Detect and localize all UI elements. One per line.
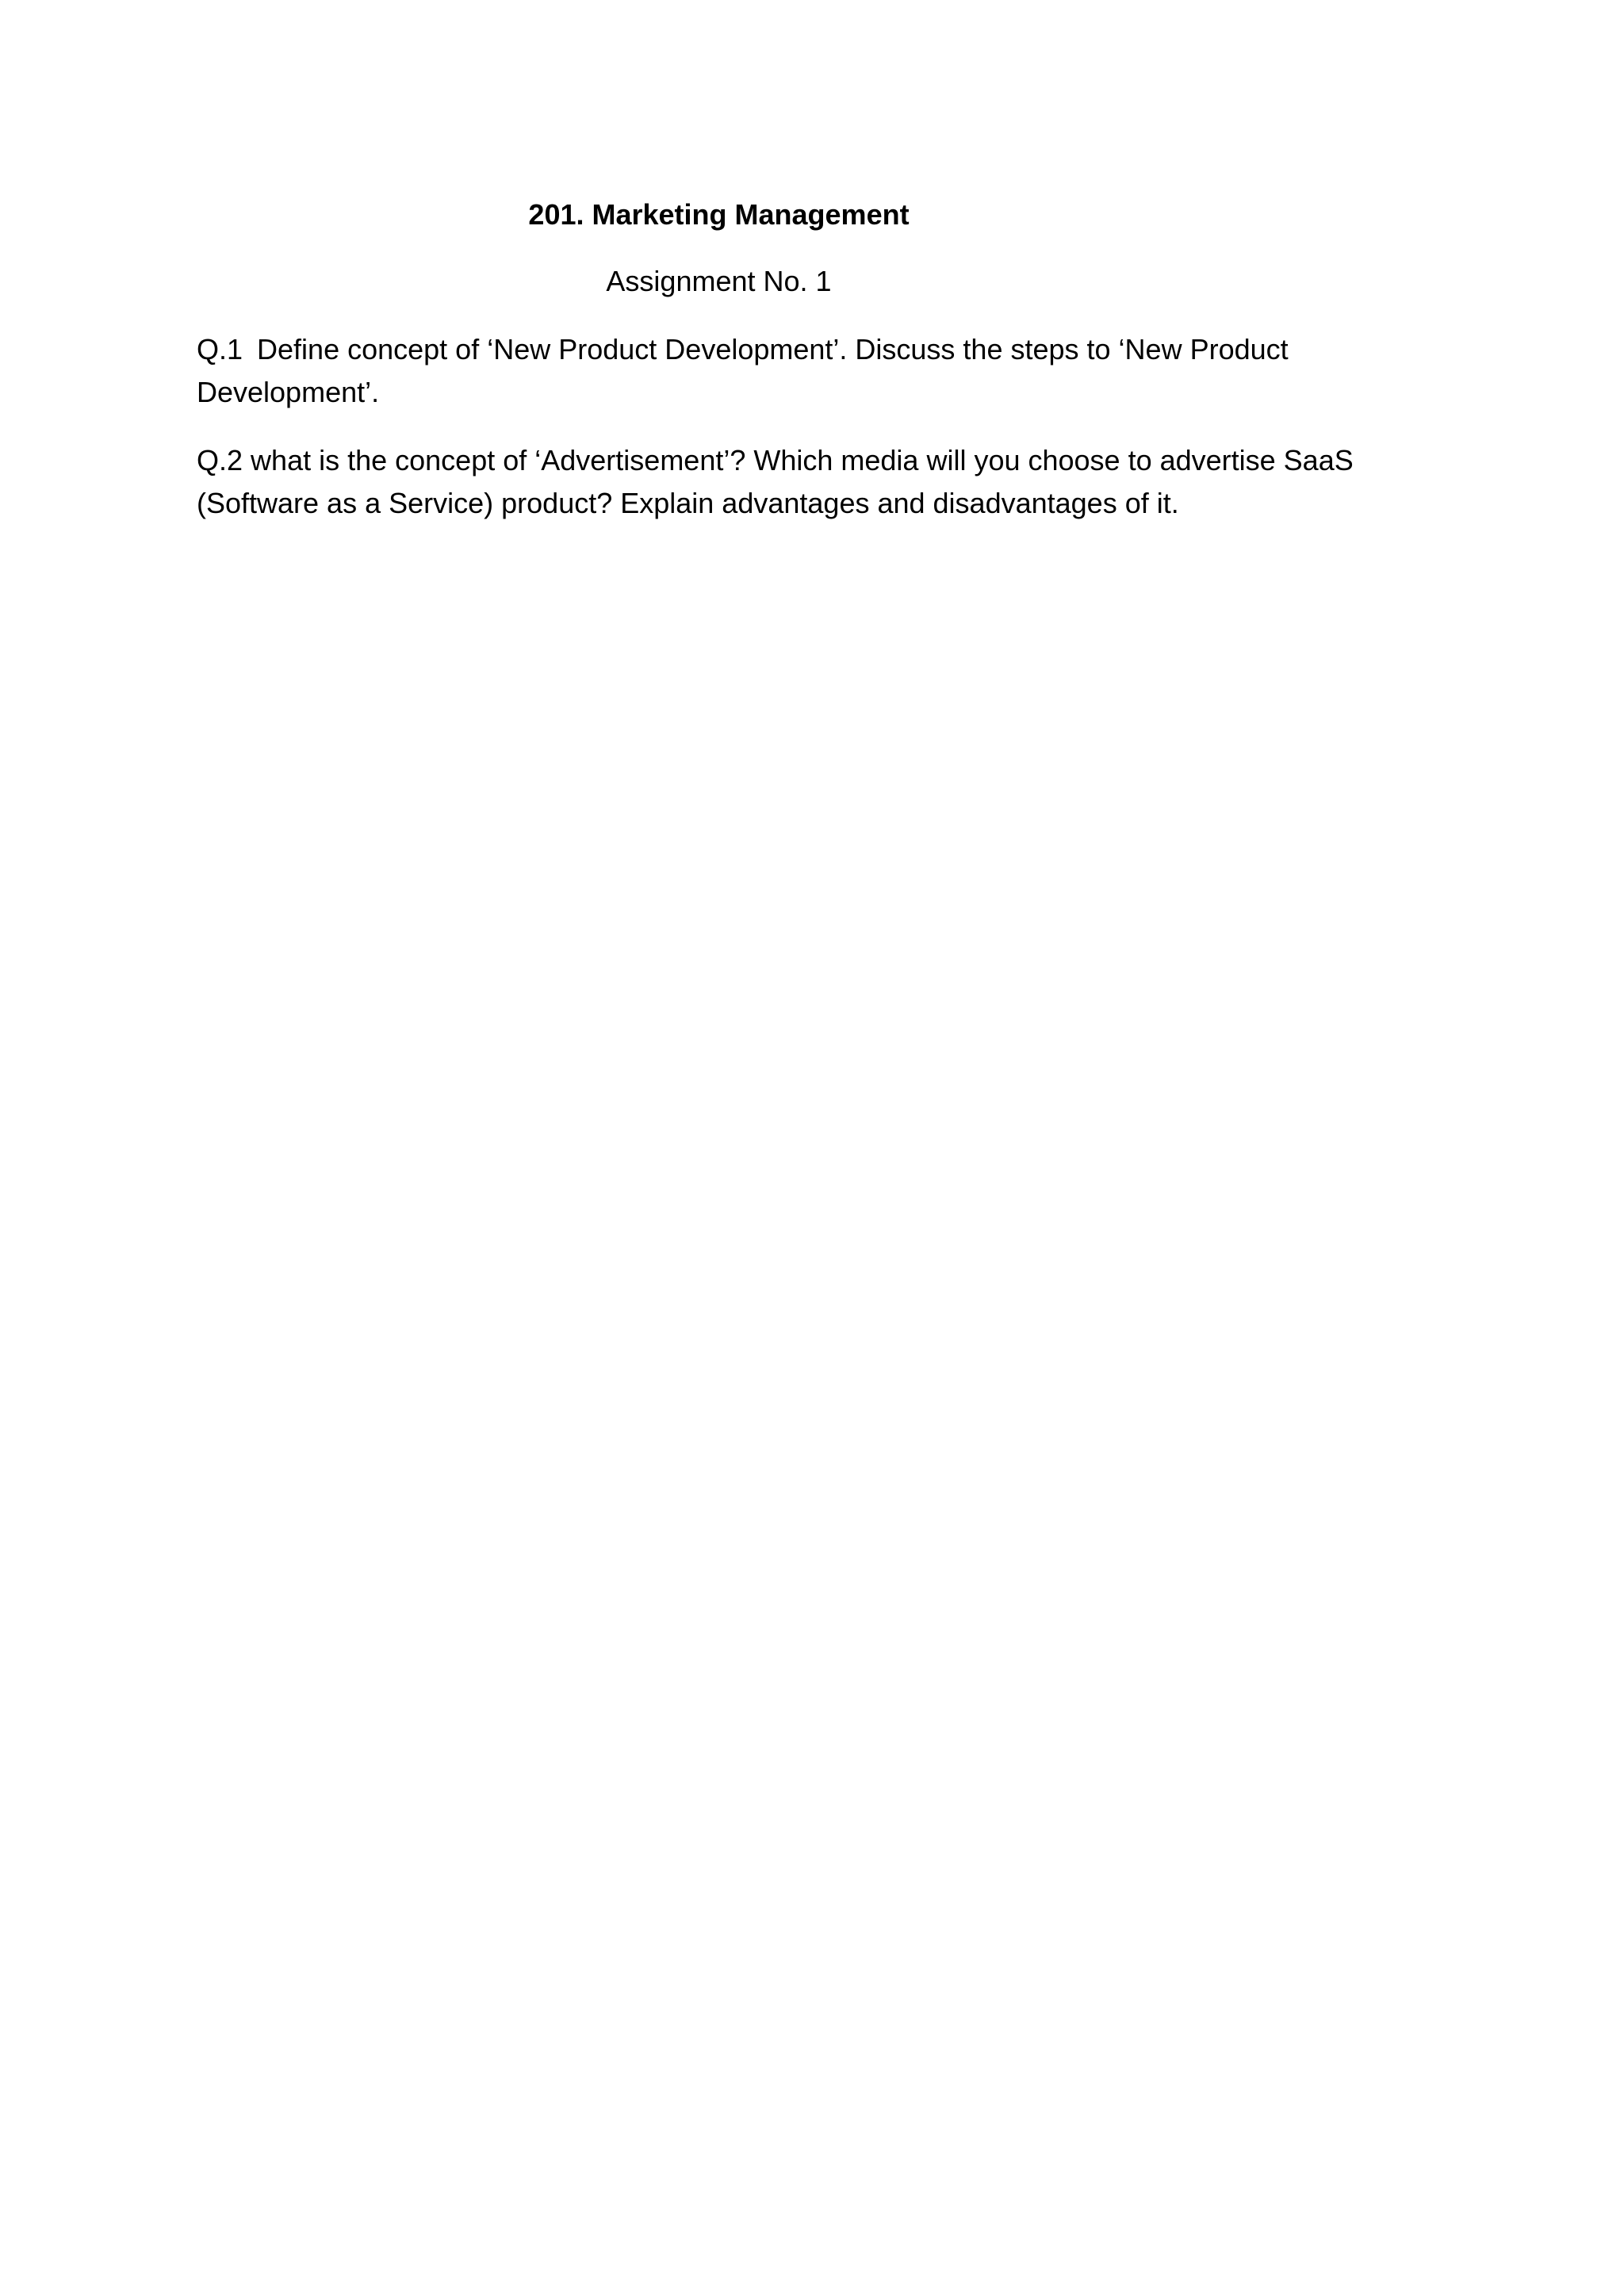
question-2-number: Q.2 bbox=[197, 444, 243, 476]
question-2-text: what is the concept of ‘Advertisement’? Which media will you choose to advertise SaaS (Software as a Service) product? Explain advantages and disadvantages of it. bbox=[197, 444, 1354, 519]
assignment-label: Assignment No. 1 bbox=[606, 265, 832, 297]
question-2 bbox=[197, 439, 1362, 525]
document-content bbox=[197, 193, 1362, 525]
question-1 bbox=[197, 328, 1362, 414]
question-1-number: Q.1 bbox=[197, 333, 243, 365]
question-1-text: Define concept of ‘New Product Development’. Discuss the steps to ‘New Product Development’. bbox=[197, 333, 1289, 408]
course-title: 201. Marketing Management bbox=[528, 198, 910, 231]
